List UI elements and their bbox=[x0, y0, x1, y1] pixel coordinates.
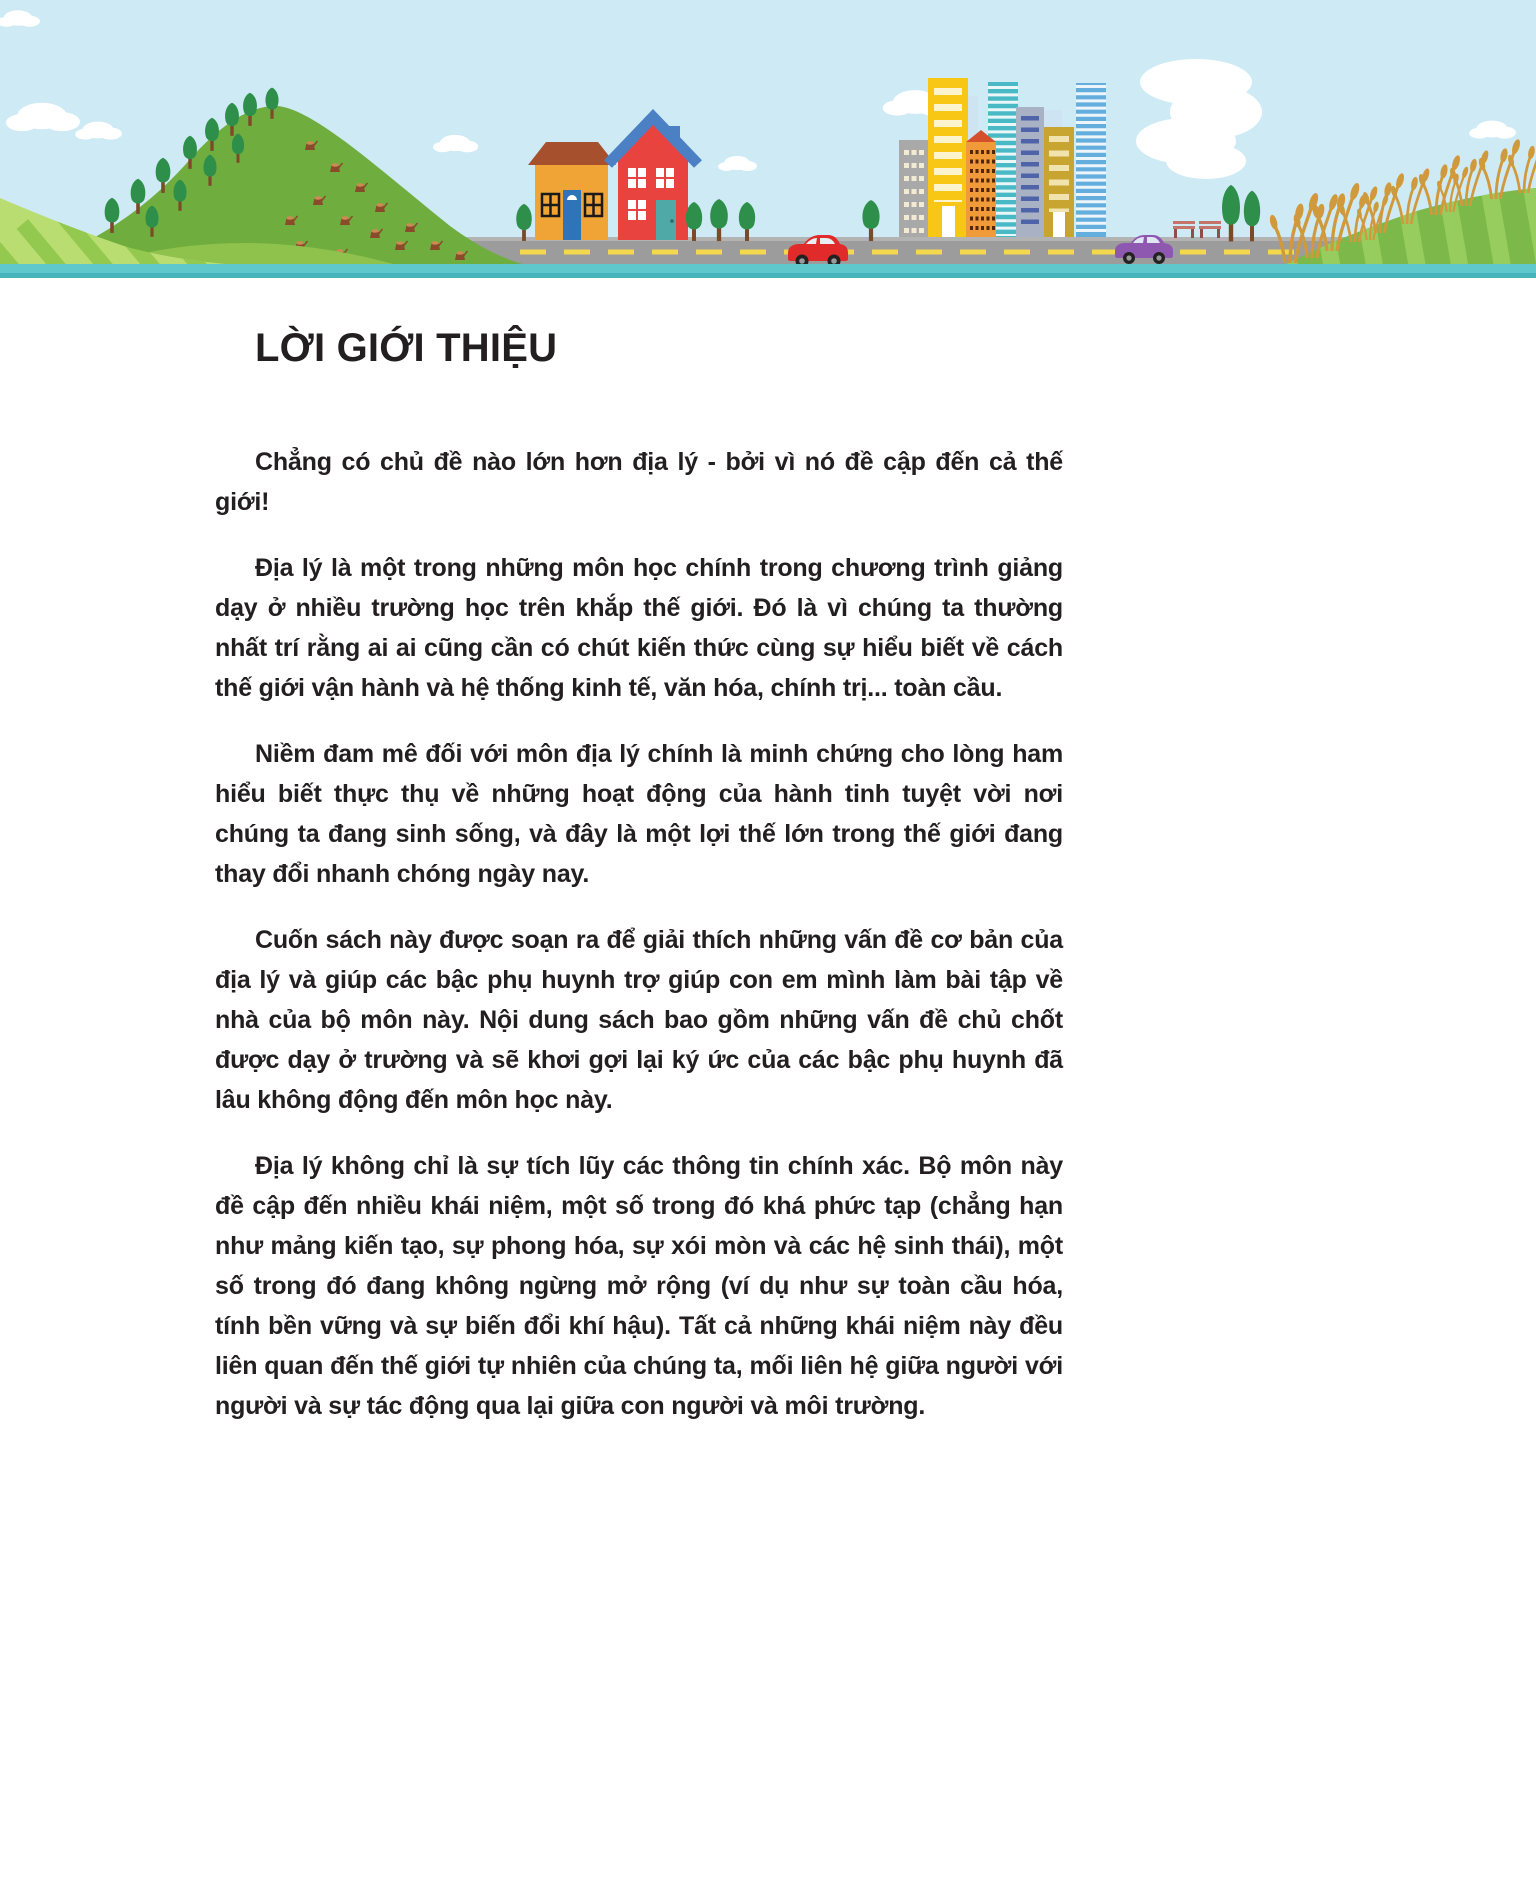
yellow-building bbox=[928, 78, 968, 237]
paragraphs bbox=[215, 442, 1063, 1426]
gold-building bbox=[1044, 127, 1074, 237]
paragraph: Cuốn sách này được soạn ra để giải thích những vấn đề cơ bản của địa lý và giúp các bậc phụ huynh trợ giúp con em mình làm bài tập về nhà của bộ môn này. Nội dung sách bao gồm những vấn đề chủ chốt được dạy ở trường và sẽ khơi gợi lại ký ức của các bậc phụ huynh đã lâu không động đến môn học này. bbox=[215, 926, 1063, 1114]
orange-building bbox=[966, 130, 996, 237]
gray-building bbox=[899, 140, 929, 237]
river-strip bbox=[0, 264, 1536, 278]
paragraph: Chẳng có chủ đề nào lớn hơn địa lý - bởi vì nó đề cập đến cả thế giới! bbox=[215, 448, 1063, 516]
bluegray-building bbox=[1016, 107, 1044, 237]
paragraph: Địa lý là một trong những môn học chính trong chương trình giảng dạy ở nhiều trường học trên khắp thế giới. Đó là vì chúng ta thường nhất trí rằng ai ai cũng cần có chút kiến thức cùng sự hiểu biết về cách thế giới vận hành và hệ thống kinh tế, văn hóa, chính trị... toàn cầu. bbox=[215, 554, 1063, 702]
orange-house bbox=[528, 142, 616, 240]
page-content bbox=[215, 328, 1063, 1426]
paragraph: Địa lý không chỉ là sự tích lũy các thông tin chính xác. Bộ môn này đề cập đến nhiều khái niệm, một số trong đó khá phức tạp (chẳng hạn như mảng kiến tạo, sự phong hóa, sự xói mòn và các hệ sinh thái), một số trong đó đang không ngừng mở rộng (ví dụ như sự toàn cầu hóa, tính bền vững và sự biến đổi khí hậu). Tất cả những khái niệm này đều liên quan đến thế giới tự nhiên của chúng ta, mối liên hệ giữa người với người và sự tác động qua lại giữa con người và môi trường. bbox=[215, 1152, 1063, 1420]
header-illustration bbox=[0, 0, 1536, 278]
page-title: LỜI GIỚI THIỆU bbox=[255, 326, 558, 370]
paragraph: Niềm đam mê đối với môn địa lý chính là minh chứng cho lòng ham hiểu biết thực thụ về những hoạt động của hành tinh tuyệt vời nơi chúng ta đang sinh sống, và đây là một lợi thế lớn trong thế giới đang thay đổi nhanh chóng ngày nay. bbox=[215, 740, 1063, 888]
blue-striped-building bbox=[1076, 83, 1106, 237]
